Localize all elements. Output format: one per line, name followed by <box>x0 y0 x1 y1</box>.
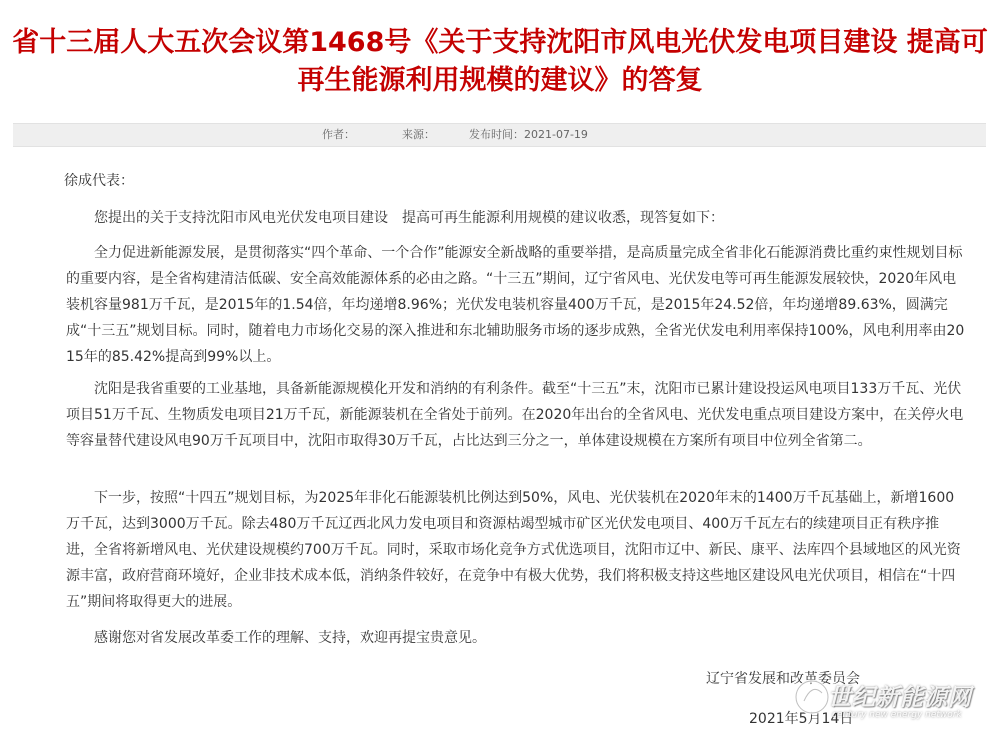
publish-time: 发布时间：2021-07-19 <box>469 128 588 141</box>
article-title <box>0 24 1000 100</box>
paragraph-3: 沈阳是我省重要的工业基地，具备新能源规模化开发和消纳的有利条件。截至“十三五”末，沈阳市已累计建设投运风电项目133万千瓦、光伏项目51万千瓦、生物质发电项目21万千瓦，新能源装机在全省处于前列。在2020年出台的全省风电、光伏发电重点项目建设方案中，在关停火电等容量替代建设风电90万千瓦项目中，沈阳市取得30万千瓦，占比达到三分之一，单体建设规模在方案所有项目中位列全省第二。 <box>66 381 964 449</box>
author-label: 作者： <box>322 128 355 141</box>
article-title-line-1: 省十三届人大五次会议第1468号《关于支持沈阳市风电光伏发电项目建设 提高可 <box>12 27 988 59</box>
watermark-logo-icon <box>792 677 832 717</box>
article-title-line-2: 再生能源利用规模的建议》的答复 <box>297 65 703 97</box>
paragraph-1: 您提出的关于支持沈阳市风电光伏发电项目建设 提高可再生能源利用规模的建议收悉，现答复如下： <box>94 210 724 226</box>
signature-date: 2021年5月14日 <box>749 711 854 727</box>
salutation: 徐成代表： <box>64 173 134 189</box>
paragraph-5: 感谢您对省发展改革委工作的理解、支持，欢迎再提宝贵意见。 <box>94 630 486 646</box>
paragraph-2: 全力促进新能源发展，是贯彻落实“四个革命、一个合作”能源安全新战略的重要举措，是高质量完成全省非化石能源消费比重约束性规划目标的重要内容，是全省构建清洁低碳、安全高效能源体系的必由之路。“十三五”期间，辽宁省风电、光伏发电等可再生能源发展较快，2020年风电装机容量981万千瓦，是2015年的1.54倍，年均递增8.96%；光伏发电装机容量400万千瓦，是2015年24.52倍，年均递增89.63%，圆满完成“十三五”规划目标。同时，随着电力市场化交易的深入推进和东北辅助服务市场的逐步成熟，全省光伏发电利用率保持100%，风电利用率由2015年的85.42%提高到99%以上。 <box>66 245 965 365</box>
paragraph-4: 下一步，按照“十四五”规划目标，为2025年非化石能源装机比例达到50%，风电、光伏装机在2020年末的1400万千瓦基础上，新增1600万千瓦，达到3000万千瓦。除去480万千瓦辽西北风力发电项目和资源枯竭型城市矿区光伏发电项目、400万千瓦左右的续建项目正有秩序推进，全省将新增风电、光伏建设规模约700万千瓦。同时，采取市场化竞争方式优选项目，沈阳市辽中、新民、康平、法库四个县域地区的风光资源丰富，政府营商环境好，企业非技术成本低，消纳条件较好，在竞争中有极大优势，我们将积极支持这些地区建设风电光伏项目，相信在“十四五”期间将取得更大的进展。 <box>66 490 961 610</box>
watermark-text-cn: 世纪新能源网 <box>828 685 972 711</box>
watermark-text-en: century new energy network <box>832 710 962 720</box>
signature-org: 辽宁省发展和改革委员会 <box>706 671 860 687</box>
article-meta-bar <box>13 123 986 147</box>
source-label: 来源： <box>402 128 435 141</box>
watermark <box>792 675 992 733</box>
